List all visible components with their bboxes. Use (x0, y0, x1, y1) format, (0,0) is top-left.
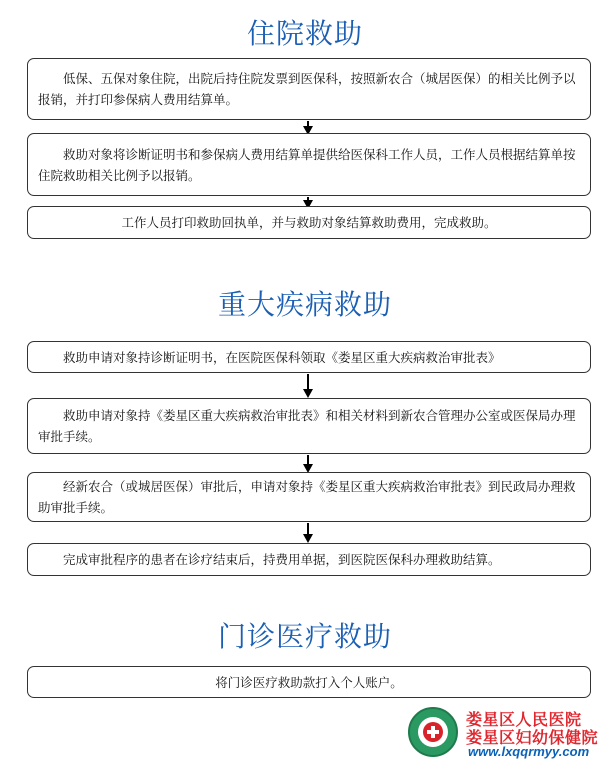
hospital-name-line1: 娄星区人民医院 (466, 710, 582, 729)
flow-arrow (303, 374, 313, 398)
flow-step-text: 工作人员打印救助回执单，并与救助对象结算救助费用，完成救助。 (121, 215, 497, 230)
section-title-major-illness: 重大疾病救助 (217, 288, 392, 321)
flow-arrow (303, 523, 313, 543)
section-title-outpatient: 门诊医疗救助 (217, 620, 392, 653)
flow-step-box (27, 206, 591, 239)
flow-step-box (27, 58, 591, 120)
flow-step-text: 经新农合（或城居医保）审批后，申请对象持《娄星区重大疾病救治审批表》到民政局办理救助审批手续。 (38, 479, 576, 515)
flow-step-box (27, 472, 591, 522)
flow-step-box (27, 543, 591, 576)
flow-step-text: 低保、五保对象住院，出院后持住院发票到医保科，按照新农合（城居医保）的相关比例予以报销，并打印参保病人费用结算单。 (38, 71, 576, 107)
flow-step-box (27, 341, 591, 373)
flow-step-text: 救助申请对象持《娄星区重大疾病救治审批表》和相关材料到新农合管理办公室或医保局办理审批手续。 (38, 408, 576, 444)
flow-step-box (27, 666, 591, 698)
flow-step-text: 完成审批程序的患者在诊疗结束后，持费用单据，到医院医保科办理救助结算。 (63, 552, 501, 567)
hospital-name-line2: 娄星区妇幼保健院 (466, 728, 599, 747)
flow-step-text: 将门诊医疗救助款打入个人账户。 (215, 674, 403, 690)
hospital-url: www.lxqqrmyy.com (468, 744, 590, 759)
hospital-emblem-icon (408, 707, 458, 757)
section-title-inpatient: 住院救助 (246, 17, 363, 50)
flow-step-box (27, 398, 591, 454)
flow-arrow (303, 455, 313, 473)
flow-step-box (27, 133, 591, 196)
flow-step-text: 救助对象将诊断证明书和参保病人费用结算单提供给医保科工作人员，工作人员根据结算单按住院救助相关比例予以报销。 (38, 146, 576, 183)
flow-step-text: 救助申请对象持诊断证明书，在医院医保科领取《娄星区重大疾病救治审批表》 (63, 349, 501, 365)
